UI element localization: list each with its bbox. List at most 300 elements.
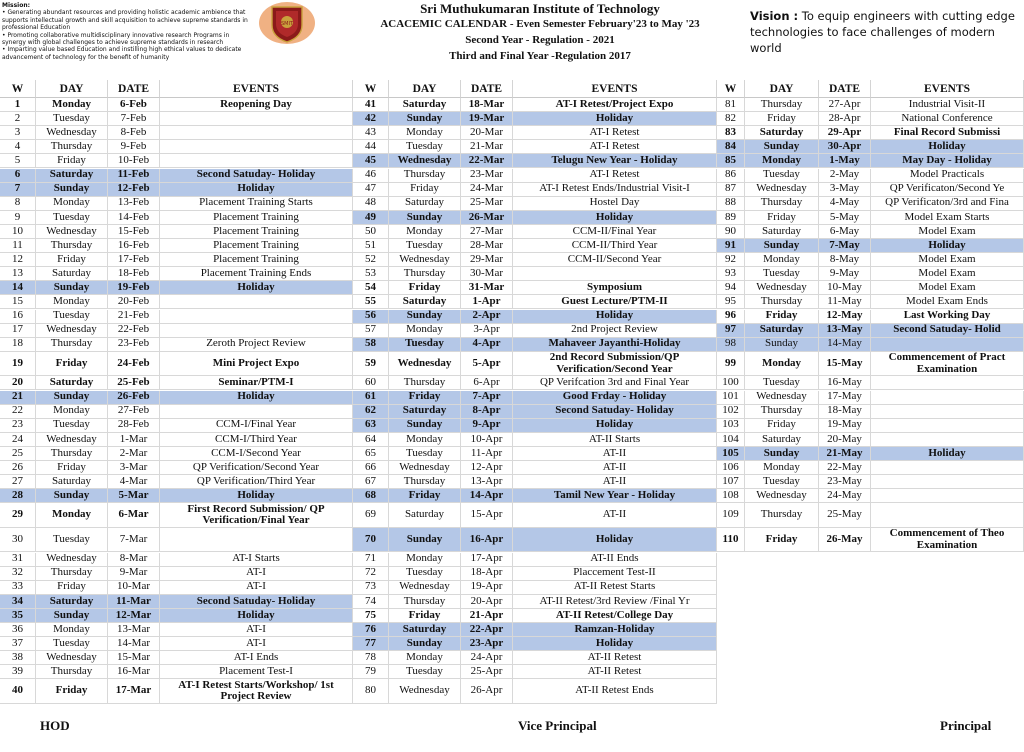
calendar-cell-date: 13-Feb [108, 197, 160, 211]
calendar-cell-w: 102 [717, 405, 745, 419]
calendar-cell-w: 5 [0, 154, 36, 168]
calendar-cell-day: Wednesday [389, 154, 461, 168]
calendar-cell-date: 9-Feb [108, 140, 160, 154]
vision-label: Vision : [750, 9, 799, 23]
calendar-cell-date: 24-Mar [461, 183, 513, 197]
calendar-cell-event: AT-II Retest [513, 665, 717, 679]
calendar-cell-event [160, 140, 353, 154]
calendar-cell-date: 18-Mar [461, 98, 513, 112]
calendar-cell-w: 28 [0, 489, 36, 503]
calendar-cell-date: 22-Mar [461, 154, 513, 168]
calendar-cell-event: AT-I Ends [160, 651, 353, 665]
calendar-cell-w: 56 [353, 310, 389, 324]
calendar-cell-event: AT-I Retest [513, 126, 717, 140]
calendar-cell-date: 14-May [819, 338, 871, 352]
mission-statement [2, 2, 254, 61]
calendar-cell-w: 9 [0, 211, 36, 225]
calendar-cell-date: 15-May [819, 352, 871, 377]
calendar-cell-date: 19-Apr [461, 581, 513, 595]
calendar-cell-w: 51 [353, 239, 389, 253]
calendar-cell-event [160, 154, 353, 168]
calendar-cell-day: Thursday [36, 140, 108, 154]
calendar-cell-event: Mahaveer Jayanthi-Holiday [513, 338, 717, 352]
calendar-cell-w: 14 [0, 281, 36, 295]
calendar-cell-w: 37 [0, 637, 36, 651]
calendar-cell-day: Monday [389, 126, 461, 140]
calendar-cell-w: 54 [353, 281, 389, 295]
calendar-cell-w: 69 [353, 503, 389, 528]
calendar-cell-w: 27 [0, 475, 36, 489]
calendar-cell-event [160, 324, 353, 338]
calendar-cell-date: 15-Apr [461, 503, 513, 528]
calendar-cell-date: 29-Mar [461, 253, 513, 267]
calendar-cell-event: Second Satuday- Holiday [513, 405, 717, 419]
calendar-cell-event [160, 528, 353, 553]
calendar-cell-w: 15 [0, 295, 36, 309]
calendar-cell-w: 94 [717, 281, 745, 295]
calendar-cell-event: Model Practicals [871, 169, 1024, 183]
calendar-cell-date: 16-Mar [108, 665, 160, 679]
calendar-cell-day: Thursday [36, 239, 108, 253]
calendar-cell-w: 60 [353, 376, 389, 390]
calendar-cell-w: 68 [353, 489, 389, 503]
institute-name: Sri Muthukumaran Institute of Technology [420, 1, 660, 16]
calendar-cell-event: Placement Training [160, 239, 353, 253]
calendar-cell-w: 11 [0, 239, 36, 253]
calendar-cell-event: AT-I Retest/Project Expo [513, 98, 717, 112]
calendar-cell-event: Holiday [160, 183, 353, 197]
calendar-cell-date: 8-May [819, 253, 871, 267]
calendar-cell-w: 24 [0, 433, 36, 447]
calendar-cell-day: Saturday [36, 595, 108, 609]
calendar-cell-day: Tuesday [36, 528, 108, 553]
calendar-cell-day: Friday [745, 310, 819, 324]
calendar-cell-event: Last Working Day [871, 310, 1024, 324]
calendar-cell-w: 88 [717, 197, 745, 211]
calendar-cell-date: 14-Feb [108, 211, 160, 225]
calendar-cell-date: 8-Mar [108, 553, 160, 567]
calendar-cell-event: AT-I Starts [160, 553, 353, 567]
calendar-cell-event: Industrial Visit-II [871, 98, 1024, 112]
calendar-cell-date: 7-Mar [108, 528, 160, 553]
calendar-cell-day: Wednesday [36, 553, 108, 567]
calendar-cell-date: 17-May [819, 391, 871, 405]
calendar-cell-date: 20-May [819, 433, 871, 447]
calendar-cell-day: Sunday [389, 637, 461, 651]
calendar-cell-w: 106 [717, 461, 745, 475]
calendar-cell-date: 15-Feb [108, 225, 160, 239]
calendar-cell-w: 64 [353, 433, 389, 447]
calendar-cell-event: AT-II Ends [513, 553, 717, 567]
calendar-cell-day: Sunday [36, 281, 108, 295]
calendar-cell-date: 6-Mar [108, 503, 160, 528]
calendar-cell-event [871, 338, 1024, 352]
calendar-title: ACACEMIC CALENDAR - Even Semester February'23 to May '23 [380, 18, 700, 30]
calendar-cell-w: 93 [717, 267, 745, 281]
calendar-cell-w: 25 [0, 447, 36, 461]
calendar-cell-date: 2-Mar [108, 447, 160, 461]
calendar-cell-w: 1 [0, 98, 36, 112]
calendar-cell-event [160, 310, 353, 324]
calendar-cell-date: 23-Apr [461, 637, 513, 651]
calendar-cell-w: 55 [353, 295, 389, 309]
calendar-cell-w: 6 [0, 169, 36, 183]
calendar-cell-w: 89 [717, 211, 745, 225]
calendar-cell-event: Model Exam [871, 253, 1024, 267]
calendar-cell-event: Placement Training [160, 253, 353, 267]
hod-signature-label: HOD [40, 718, 70, 733]
calendar-cell-event [871, 475, 1024, 489]
calendar-cell-day: Tuesday [36, 310, 108, 324]
calendar-cell-w: 96 [717, 310, 745, 324]
calendar-cell-event: AT-I Retest [513, 169, 717, 183]
calendar-cell-day: Wednesday [389, 461, 461, 475]
column-header-event: EVENTS [513, 80, 717, 98]
calendar-cell-w: 3 [0, 126, 36, 140]
calendar-cell-date: 4-Mar [108, 475, 160, 489]
calendar-cell-w: 66 [353, 461, 389, 475]
calendar-cell-w: 95 [717, 295, 745, 309]
calendar-cell-event: AT-I [160, 567, 353, 581]
calendar-cell-w: 63 [353, 419, 389, 433]
calendar-cell-w: 18 [0, 338, 36, 352]
calendar-cell-day: Wednesday [389, 352, 461, 377]
calendar-cell-event: Holiday [160, 391, 353, 405]
calendar-cell-date: 15-Mar [108, 651, 160, 665]
column-header-w: W [353, 80, 389, 98]
calendar-cell-day: Wednesday [389, 581, 461, 595]
calendar-cell-date: 17-Mar [108, 679, 160, 704]
calendar-cell-w: 33 [0, 581, 36, 595]
calendar-cell-event: 2nd Record Submission/QP Verification/Second Year [513, 352, 717, 377]
calendar-cell-day: Tuesday [389, 665, 461, 679]
calendar-cell-w: 38 [0, 651, 36, 665]
calendar-cell-day: Monday [389, 324, 461, 338]
calendar-cell-day: Saturday [745, 225, 819, 239]
calendar-cell-date: 30-Mar [461, 267, 513, 281]
calendar-cell-w: 100 [717, 376, 745, 390]
mission-title: Mission: [2, 2, 31, 9]
calendar-cell-event [160, 405, 353, 419]
calendar-cell-date: 11-May [819, 295, 871, 309]
calendar-cell-w: 62 [353, 405, 389, 419]
calendar-cell-w: 78 [353, 651, 389, 665]
calendar-cell-date: 3-Apr [461, 324, 513, 338]
calendar-cell-day: Monday [36, 98, 108, 112]
calendar-cell-date: 5-Apr [461, 352, 513, 377]
calendar-cell-event: Second Satuday- Holiday [160, 169, 353, 183]
column-header-event: EVENTS [160, 80, 353, 98]
calendar-cell-w: 43 [353, 126, 389, 140]
calendar-cell-day: Thursday [745, 197, 819, 211]
calendar-cell-date: 16-May [819, 376, 871, 390]
calendar-cell-day: Thursday [389, 267, 461, 281]
calendar-cell-day: Thursday [36, 338, 108, 352]
calendar-cell-event [160, 295, 353, 309]
calendar-cell-date: 27-Apr [819, 98, 871, 112]
calendar-cell-date: 13-May [819, 324, 871, 338]
calendar-cell-date: 1-May [819, 154, 871, 168]
calendar-cell-event: Zeroth Project Review [160, 338, 353, 352]
calendar-cell-date: 3-Mar [108, 461, 160, 475]
calendar-cell-date: 27-Mar [461, 225, 513, 239]
calendar-cell-event [160, 126, 353, 140]
column-header-w: W [0, 80, 36, 98]
calendar-cell-w: 110 [717, 528, 745, 553]
calendar-cell-w: 80 [353, 679, 389, 704]
calendar-cell-date: 22-May [819, 461, 871, 475]
calendar-cell-date: 13-Apr [461, 475, 513, 489]
column-header-day: DAY [745, 80, 819, 98]
calendar-cell-day: Monday [745, 253, 819, 267]
calendar-cell-event: Ramzan-Holiday [513, 623, 717, 637]
calendar-cell-event: CCM-II/Third Year [513, 239, 717, 253]
calendar-cell-day: Tuesday [389, 239, 461, 253]
calendar-cell-date: 25-Apr [461, 665, 513, 679]
calendar-cell-w: 103 [717, 419, 745, 433]
calendar-cell-day: Sunday [36, 391, 108, 405]
calendar-cell-date: 28-Feb [108, 419, 160, 433]
calendar-cell-date: 18-May [819, 405, 871, 419]
calendar-cell-w: 46 [353, 169, 389, 183]
calendar-cell-event: Placement Training Ends [160, 267, 353, 281]
calendar-cell-event: Holiday [513, 112, 717, 126]
calendar-cell-event: Holiday [160, 281, 353, 295]
calendar-cell-event: CCM-II/Final Year [513, 225, 717, 239]
calendar-cell-day: Thursday [36, 567, 108, 581]
calendar-cell-date: 2-Apr [461, 310, 513, 324]
calendar-cell-date: 27-Feb [108, 405, 160, 419]
calendar-cell-w: 85 [717, 154, 745, 168]
calendar-cell-w: 13 [0, 267, 36, 281]
calendar-cell-w: 79 [353, 665, 389, 679]
column-header-w: W [717, 80, 745, 98]
calendar-cell-event [871, 419, 1024, 433]
calendar-cell-w: 32 [0, 567, 36, 581]
calendar-cell-event: AT-I Retest Ends/Industrial Visit-I [513, 183, 717, 197]
calendar-cell-event: Placement Training Starts [160, 197, 353, 211]
calendar-cell-day: Tuesday [36, 419, 108, 433]
calendar-cell-event: CCM-I/Final Year [160, 419, 353, 433]
calendar-cell-event: Holiday [160, 489, 353, 503]
calendar-cell-day: Sunday [745, 447, 819, 461]
calendar-cell-w: 108 [717, 489, 745, 503]
calendar-cell-day: Friday [745, 419, 819, 433]
calendar-cell-day: Monday [36, 503, 108, 528]
calendar-cell-event: CCM-I/Third Year [160, 433, 353, 447]
calendar-cell-event: Placcement Test-II [513, 567, 717, 581]
calendar-cell-event: AT-I Retest Starts/Workshop/ 1st Project Review [160, 679, 353, 704]
calendar-cell-event [871, 391, 1024, 405]
calendar-cell-day: Friday [389, 183, 461, 197]
calendar-cell-date: 10-Mar [108, 581, 160, 595]
calendar-cell-w: 42 [353, 112, 389, 126]
calendar-cell-w: 22 [0, 405, 36, 419]
calendar-cell-event: AT-II [513, 447, 717, 461]
calendar-cell-w: 72 [353, 567, 389, 581]
calendar-cell-day: Saturday [389, 197, 461, 211]
calendar-cell-date: 4-May [819, 197, 871, 211]
calendar-cell-event [871, 433, 1024, 447]
calendar-cell-w: 77 [353, 637, 389, 651]
calendar-cell-event: Symposium [513, 281, 717, 295]
calendar-cell-w: 8 [0, 197, 36, 211]
column-header-date: DATE [461, 80, 513, 98]
regulation-line-2017: Third and Final Year -Regulation 2017 [449, 50, 631, 62]
calendar-cell-day: Wednesday [745, 391, 819, 405]
calendar-cell-event: QP Verification/Third Year [160, 475, 353, 489]
calendar-cell-event: Telugu New Year - Holiday [513, 154, 717, 168]
calendar-cell-event: QP Verificaton/3rd and Fina [871, 197, 1024, 211]
calendar-cell-day: Wednesday [745, 183, 819, 197]
calendar-cell-w: 75 [353, 609, 389, 623]
calendar-cell-w: 98 [717, 338, 745, 352]
calendar-cell-event: AT-II Retest Starts [513, 581, 717, 595]
calendar-cell-day: Monday [389, 651, 461, 665]
calendar-cell-event: Hostel Day [513, 197, 717, 211]
calendar-cell-day: Sunday [389, 211, 461, 225]
calendar-cell-day: Wednesday [36, 651, 108, 665]
calendar-cell-day: Saturday [36, 267, 108, 281]
calendar-cell-event: Good Frday - Holiday [513, 391, 717, 405]
calendar-cell-date: 14-Mar [108, 637, 160, 651]
calendar-cell-w: 7 [0, 183, 36, 197]
calendar-cell-date: 29-Apr [819, 126, 871, 140]
calendar-cell-date: 28-Mar [461, 239, 513, 253]
calendar-cell-day: Tuesday [389, 338, 461, 352]
calendar-cell-w: 49 [353, 211, 389, 225]
calendar-cell-w: 30 [0, 528, 36, 553]
calendar-cell-day: Wednesday [745, 489, 819, 503]
calendar-cell-day: Friday [389, 489, 461, 503]
calendar-cell-day: Saturday [389, 623, 461, 637]
calendar-cell-w: 35 [0, 609, 36, 623]
calendar-cell-date: 31-Mar [461, 281, 513, 295]
calendar-cell-day: Monday [36, 197, 108, 211]
calendar-cell-date: 28-Apr [819, 112, 871, 126]
calendar-cell-event: AT-II Starts [513, 433, 717, 447]
calendar-cell-w: 73 [353, 581, 389, 595]
calendar-cell-w: 52 [353, 253, 389, 267]
calendar-cell-day: Wednesday [745, 281, 819, 295]
calendar-cell-event: Holiday [513, 528, 717, 553]
calendar-cell-day: Saturday [389, 503, 461, 528]
calendar-cell-day: Wednesday [36, 433, 108, 447]
column-header-event: EVENTS [871, 80, 1024, 98]
calendar-cell-w: 70 [353, 528, 389, 553]
calendar-cell-date: 18-Apr [461, 567, 513, 581]
calendar-cell-day: Monday [36, 405, 108, 419]
calendar-cell-w: 2 [0, 112, 36, 126]
calendar-cell-event: First Record Submission/ QP Verification/Final Year [160, 503, 353, 528]
calendar-cell-date: 6-May [819, 225, 871, 239]
calendar-cell-date: 6-Apr [461, 376, 513, 390]
calendar-cell-w: 17 [0, 324, 36, 338]
calendar-cell-event [871, 489, 1024, 503]
calendar-cell-day: Tuesday [389, 567, 461, 581]
calendar-cell-event [513, 267, 717, 281]
calendar-cell-date: 19-Mar [461, 112, 513, 126]
institute-logo [258, 1, 316, 45]
calendar-cell-day: Saturday [745, 126, 819, 140]
calendar-cell-day: Sunday [745, 338, 819, 352]
calendar-cell-date: 1-Mar [108, 433, 160, 447]
calendar-cell-w: 86 [717, 169, 745, 183]
column-header-date: DATE [819, 80, 871, 98]
calendar-cell-w: 47 [353, 183, 389, 197]
calendar-cell-w: 34 [0, 595, 36, 609]
calendar-cell-date: 1-Apr [461, 295, 513, 309]
calendar-cell-w: 97 [717, 324, 745, 338]
calendar-cell-w: 65 [353, 447, 389, 461]
calendar-cell-day: Thursday [745, 405, 819, 419]
calendar-cell-event: AT-I [160, 623, 353, 637]
calendar-cell-w: 87 [717, 183, 745, 197]
calendar-cell-event: AT-II Retest/3rd Review /Final Yr [513, 595, 717, 609]
calendar-cell-event: Placement Training [160, 211, 353, 225]
calendar-heading [330, 2, 750, 64]
calendar-cell-date: 4-Apr [461, 338, 513, 352]
calendar-cell-w: 12 [0, 253, 36, 267]
calendar-cell-event: Commencement of Pract Examination [871, 352, 1024, 377]
calendar-cell-event: AT-I [160, 637, 353, 651]
calendar-cell-event: Second Satuday- Holiday [160, 595, 353, 609]
calendar-cell-event: Holiday [871, 239, 1024, 253]
calendar-cell-day: Friday [745, 211, 819, 225]
calendar-cell-w: 44 [353, 140, 389, 154]
calendar-cell-day: Monday [389, 553, 461, 567]
calendar-cell-day: Tuesday [745, 376, 819, 390]
calendar-cell-w: 48 [353, 197, 389, 211]
calendar-cell-w: 29 [0, 503, 36, 528]
calendar-cell-day: Saturday [36, 169, 108, 183]
calendar-cell-w: 21 [0, 391, 36, 405]
logo-lettering: SMIT [280, 21, 294, 27]
calendar-cell-date: 25-Mar [461, 197, 513, 211]
calendar-cell-date: 5-Mar [108, 489, 160, 503]
calendar-cell-day: Sunday [389, 310, 461, 324]
calendar-cell-w: 23 [0, 419, 36, 433]
mission-point: • Imparting value based Education and instilling high ethical values to dedicate advancement of technology for the benefit of humanity [2, 46, 242, 61]
calendar-cell-event: AT-II [513, 475, 717, 489]
calendar-cell-date: 16-Feb [108, 239, 160, 253]
calendar-cell-day: Monday [389, 225, 461, 239]
calendar-cell-event: Holiday [513, 310, 717, 324]
calendar-cell-event: Holiday [871, 447, 1024, 461]
calendar-cell-event [871, 503, 1024, 528]
calendar-cell-date: 23-Feb [108, 338, 160, 352]
calendar-cell-date: 23-Mar [461, 169, 513, 183]
calendar-cell-event: Model Exam [871, 225, 1024, 239]
calendar-cell-event: Model Exam [871, 267, 1024, 281]
calendar-cell-date: 16-Apr [461, 528, 513, 553]
calendar-cell-day: Friday [36, 679, 108, 704]
calendar-cell-day: Friday [36, 581, 108, 595]
calendar-cell-day: Tuesday [745, 267, 819, 281]
calendar-cell-event: Model Exam Starts [871, 211, 1024, 225]
calendar-cell-w: 90 [717, 225, 745, 239]
calendar-cell-date: 14-Apr [461, 489, 513, 503]
regulation-line-2021: Second Year - Regulation - 2021 [465, 34, 615, 46]
calendar-cell-day: Sunday [36, 183, 108, 197]
calendar-cell-date: 20-Feb [108, 295, 160, 309]
calendar-cell-event: National Conference [871, 112, 1024, 126]
calendar-cell-date: 26-May [819, 528, 871, 553]
calendar-cell-event: Commencement of Theo Examination [871, 528, 1024, 553]
calendar-cell-day: Tuesday [389, 140, 461, 154]
calendar-cell-event: AT-I [160, 581, 353, 595]
calendar-cell-day: Tuesday [36, 637, 108, 651]
